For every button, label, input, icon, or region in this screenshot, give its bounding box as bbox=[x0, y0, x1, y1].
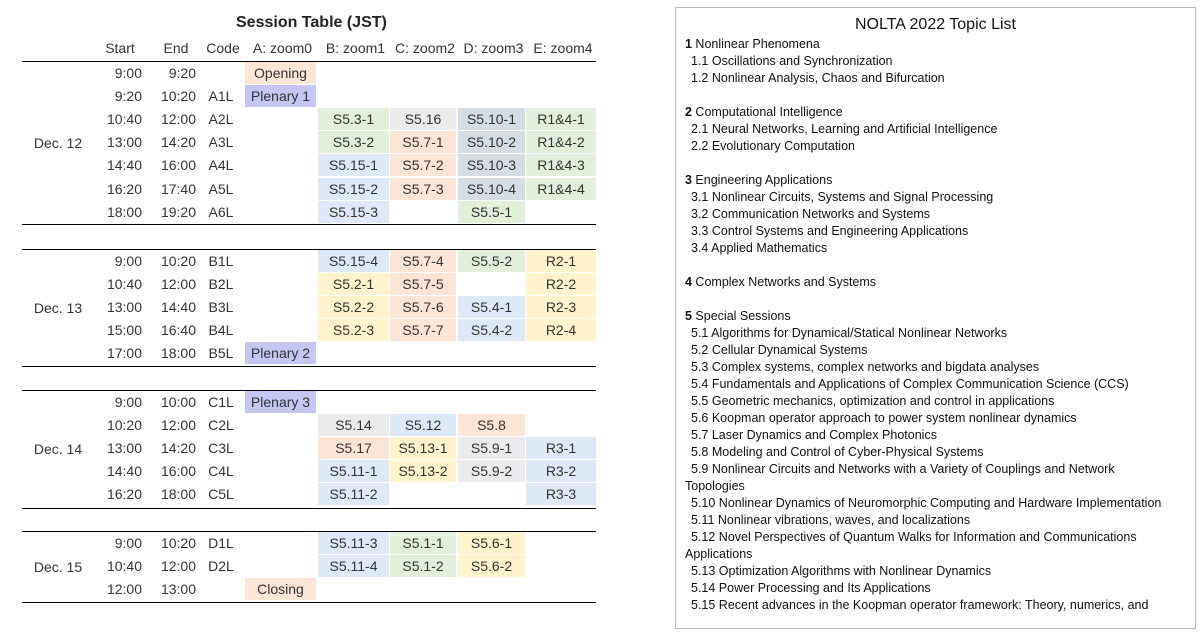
session-cell: R2-2 bbox=[526, 273, 596, 295]
topic-section-number: 2 bbox=[685, 105, 692, 119]
session-cell: S5.6-2 bbox=[458, 555, 525, 577]
session-cell: S5.7-7 bbox=[390, 319, 456, 341]
session-cell: S5.7-1 bbox=[390, 131, 456, 153]
topic-item: 5.6 Koopman operator approach to power system nonlinear dynamics bbox=[691, 411, 1077, 425]
topic-item: 3.2 Communication Networks and Systems bbox=[691, 207, 930, 221]
topic-item: 5.4 Fundamentals and Applications of Complex Communication Science (CCS) bbox=[691, 377, 1129, 391]
session-code: D1L bbox=[208, 535, 234, 551]
session-code: A3L bbox=[208, 134, 234, 151]
start-time: 15:00 bbox=[106, 322, 142, 339]
end-time: 17:40 bbox=[160, 180, 196, 197]
session-cell: S5.3-1 bbox=[318, 108, 389, 130]
topic-section-label: Computational Intelligence bbox=[691, 105, 843, 119]
session-code: A2L bbox=[208, 111, 234, 128]
topic-section-label: Complex Networks and Systems bbox=[691, 275, 877, 289]
start-time: 9:20 bbox=[114, 88, 142, 105]
session-cell: Opening bbox=[245, 62, 316, 84]
session-cell: S5.4-2 bbox=[458, 319, 525, 341]
topic-section bbox=[685, 308, 1190, 325]
start-time: 14:40 bbox=[106, 463, 142, 480]
end-time: 12:00 bbox=[160, 276, 196, 293]
session-code: B5L bbox=[208, 345, 234, 362]
table-rule bbox=[22, 508, 596, 509]
topic-item: 5.2 Cellular Dynamical Systems bbox=[691, 343, 868, 357]
session-code: A4L bbox=[208, 157, 234, 174]
end-time: 12:00 bbox=[160, 558, 196, 575]
end-time: 16:40 bbox=[160, 322, 196, 339]
session-cell: Plenary 2 bbox=[245, 342, 316, 364]
end-time: 10:20 bbox=[160, 535, 196, 551]
session-cell: R1&4-1 bbox=[526, 108, 596, 130]
session-cell: S5.9-1 bbox=[458, 437, 525, 459]
start-time: 10:20 bbox=[106, 417, 142, 434]
session-cell: S5.1-1 bbox=[390, 532, 456, 554]
topic-item: 5.12 Novel Perspectives of Quantum Walks for Information and Communications bbox=[691, 530, 1137, 544]
session-cell: S5.11-4 bbox=[318, 555, 389, 577]
start-time: 10:40 bbox=[106, 558, 142, 575]
session-cell: S5.7-2 bbox=[390, 154, 456, 176]
start-time: 9:00 bbox=[114, 535, 142, 551]
topic-section bbox=[685, 274, 1190, 291]
topic-item: 5.9 Nonlinear Circuits and Networks with a Variety of Couplings and Network bbox=[691, 462, 1115, 476]
session-cell: S5.2-1 bbox=[318, 273, 389, 295]
topic-item: 5.5 Geometric mechanics, optimization and control in applications bbox=[691, 394, 1055, 408]
topic-item: 1.2 Nonlinear Analysis, Chaos and Bifurcation bbox=[691, 71, 945, 85]
session-cell: R3-1 bbox=[526, 437, 596, 459]
column-header: End bbox=[163, 40, 189, 56]
start-time: 14:40 bbox=[106, 157, 142, 174]
session-cell: S5.5-2 bbox=[458, 250, 525, 272]
topic-spacer bbox=[685, 291, 1190, 308]
session-cell: S5.7-3 bbox=[390, 178, 456, 200]
session-cell: R1&4-4 bbox=[526, 178, 596, 200]
table-rule bbox=[22, 602, 596, 603]
topic-item: 5.14 Power Processing and Its Applications bbox=[691, 581, 931, 595]
end-time: 10:20 bbox=[160, 253, 196, 269]
topic-section-label: Engineering Applications bbox=[691, 173, 833, 187]
topic-item: 3.4 Applied Mathematics bbox=[691, 241, 828, 255]
topic-item: 5.7 Laser Dynamics and Complex Photonics bbox=[691, 428, 937, 442]
session-code: A6L bbox=[208, 203, 234, 220]
topic-list-panel bbox=[675, 7, 1196, 629]
session-code: C1L bbox=[208, 394, 234, 410]
session-cell: S5.12 bbox=[390, 414, 456, 436]
end-time: 14:20 bbox=[160, 134, 196, 151]
column-header: B: zoom1 bbox=[325, 40, 386, 56]
table-rule bbox=[22, 224, 596, 225]
start-time: 12:00 bbox=[106, 581, 142, 598]
start-time: 9:00 bbox=[114, 65, 142, 81]
end-time: 10:00 bbox=[160, 394, 196, 410]
column-header: Code bbox=[206, 40, 240, 56]
start-time: 16:20 bbox=[106, 180, 142, 197]
session-cell: S5.11-2 bbox=[318, 483, 389, 505]
session-cell: S5.17 bbox=[318, 437, 389, 459]
session-cell: S5.2-3 bbox=[318, 319, 389, 341]
session-cell: Plenary 1 bbox=[245, 85, 316, 107]
start-time: 16:20 bbox=[106, 486, 142, 503]
end-time: 18:00 bbox=[160, 486, 196, 503]
end-time: 16:00 bbox=[160, 157, 196, 174]
session-cell: S5.16 bbox=[390, 108, 456, 130]
day-label: Dec. 15 bbox=[33, 558, 83, 575]
column-header: A: zoom0 bbox=[252, 40, 313, 56]
topic-item: 5.15 Recent advances in the Koopman operator framework: Theory, numerics, and bbox=[691, 598, 1149, 612]
session-code: C4L bbox=[208, 463, 234, 480]
topic-section-number: 5 bbox=[685, 309, 692, 323]
topic-section-label: Nonlinear Phenomena bbox=[691, 37, 820, 51]
session-code: B3L bbox=[208, 299, 234, 316]
topic-item: 5.10 Nonlinear Dynamics of Neuromorphic Computing and Hardware Implementation bbox=[691, 496, 1162, 510]
session-cell: S5.9-2 bbox=[458, 460, 525, 482]
session-cell: S5.8 bbox=[458, 414, 525, 436]
table-rule bbox=[22, 366, 596, 367]
session-cell: S5.3-2 bbox=[318, 131, 389, 153]
session-cell: S5.1-2 bbox=[390, 555, 456, 577]
session-cell: S5.15-4 bbox=[318, 250, 389, 272]
start-time: 18:00 bbox=[106, 203, 142, 220]
session-cell: S5.13-2 bbox=[390, 460, 456, 482]
column-header: D: zoom3 bbox=[463, 40, 524, 56]
topic-section-number: 4 bbox=[685, 275, 692, 289]
topic-item: 3.1 Nonlinear Circuits, Systems and Signal Processing bbox=[691, 190, 994, 204]
start-time: 9:00 bbox=[114, 394, 142, 410]
topic-item: 5.8 Modeling and Control of Cyber-Physical Systems bbox=[691, 445, 984, 459]
session-cell: R2-3 bbox=[526, 296, 596, 318]
session-cell: S5.4-1 bbox=[458, 296, 525, 318]
topic-item: 1.1 Oscillations and Synchronization bbox=[691, 54, 893, 68]
end-time: 18:00 bbox=[160, 345, 196, 362]
topic-section bbox=[685, 172, 1190, 189]
session-cell: R3-2 bbox=[526, 460, 596, 482]
topic-item: 5.1 Algorithms for Dynamical/Statical Nonlinear Networks bbox=[691, 326, 1008, 340]
session-cell: S5.11-3 bbox=[318, 532, 389, 554]
column-header: E: zoom4 bbox=[533, 40, 593, 56]
session-code: A1L bbox=[208, 88, 234, 105]
start-time: 13:00 bbox=[106, 440, 142, 457]
end-time: 13:00 bbox=[160, 581, 196, 598]
session-code: D2L bbox=[208, 558, 234, 575]
topic-list-title: NOLTA 2022 Topic List bbox=[855, 16, 1016, 33]
topic-item: 5.3 Complex systems, complex networks and bigdata analyses bbox=[691, 360, 1040, 374]
topic-spacer bbox=[685, 257, 1190, 274]
end-time: 12:00 bbox=[160, 417, 196, 434]
session-cell: S5.11-1 bbox=[318, 460, 389, 482]
day-label: Dec. 12 bbox=[33, 134, 83, 151]
column-header: C: zoom2 bbox=[395, 40, 455, 56]
end-time: 14:20 bbox=[160, 440, 196, 457]
day-label: Dec. 13 bbox=[33, 299, 83, 316]
session-cell: R2-1 bbox=[526, 250, 596, 272]
end-time: 14:40 bbox=[160, 299, 196, 316]
start-time: 10:40 bbox=[106, 111, 142, 128]
session-cell: S5.7-6 bbox=[390, 296, 456, 318]
topic-section bbox=[685, 104, 1190, 121]
topic-section-number: 3 bbox=[685, 173, 692, 187]
end-time: 9:20 bbox=[168, 65, 196, 81]
topic-spacer bbox=[685, 87, 1190, 104]
topic-section bbox=[685, 36, 1190, 53]
topic-item: 5.11 Nonlinear vibrations, waves, and localizations bbox=[691, 513, 971, 527]
session-cell: S5.15-1 bbox=[318, 154, 389, 176]
session-cell: S5.6-1 bbox=[458, 532, 525, 554]
session-cell: S5.2-2 bbox=[318, 296, 389, 318]
session-cell: Plenary 3 bbox=[245, 391, 316, 413]
session-code: B2L bbox=[208, 276, 234, 293]
session-code: B4L bbox=[208, 322, 234, 339]
session-cell: S5.7-4 bbox=[390, 250, 456, 272]
session-cell: S5.10-4 bbox=[458, 178, 525, 200]
session-cell: R3-3 bbox=[526, 483, 596, 505]
end-time: 16:00 bbox=[160, 463, 196, 480]
topic-section-number: 1 bbox=[685, 37, 692, 51]
start-time: 13:00 bbox=[106, 134, 142, 151]
session-code: C5L bbox=[208, 486, 234, 503]
topic-spacer bbox=[685, 155, 1190, 172]
topic-item: 5.13 Optimization Algorithms with Nonlinear Dynamics bbox=[691, 564, 992, 578]
session-cell: S5.14 bbox=[318, 414, 389, 436]
session-cell: R1&4-3 bbox=[526, 154, 596, 176]
start-time: 17:00 bbox=[106, 345, 142, 362]
session-table-title: Session Table (JST) bbox=[236, 14, 387, 31]
topic-item: 2.2 Evolutionary Computation bbox=[691, 139, 855, 153]
session-cell: S5.13-1 bbox=[390, 437, 456, 459]
session-cell: S5.10-1 bbox=[458, 108, 525, 130]
topic-item: 2.1 Neural Networks, Learning and Artificial Intelligence bbox=[691, 122, 998, 136]
start-time: 13:00 bbox=[106, 299, 142, 316]
session-cell: Closing bbox=[245, 578, 316, 600]
session-cell: S5.15-3 bbox=[318, 201, 389, 223]
session-cell: R2-4 bbox=[526, 319, 596, 341]
session-cell: S5.10-2 bbox=[458, 131, 525, 153]
session-code: B1L bbox=[208, 253, 234, 269]
end-time: 12:00 bbox=[160, 111, 196, 128]
topic-continuation: Applications bbox=[685, 547, 753, 561]
topic-section-label: Special Sessions bbox=[691, 309, 791, 323]
start-time: 10:40 bbox=[106, 276, 142, 293]
session-cell: S5.5-1 bbox=[458, 201, 525, 223]
topic-list bbox=[685, 36, 1190, 614]
day-label: Dec. 14 bbox=[33, 440, 83, 457]
session-code: C2L bbox=[208, 417, 234, 434]
topic-continuation: Topologies bbox=[685, 479, 745, 493]
end-time: 10:20 bbox=[160, 88, 196, 105]
session-cell: S5.15-2 bbox=[318, 178, 389, 200]
start-time: 9:00 bbox=[114, 253, 142, 269]
session-code: C3L bbox=[208, 440, 234, 457]
session-cell: S5.10-3 bbox=[458, 154, 525, 176]
session-code: A5L bbox=[208, 180, 234, 197]
column-header: Start bbox=[105, 40, 135, 56]
session-cell: R1&4-2 bbox=[526, 131, 596, 153]
end-time: 19:20 bbox=[160, 203, 196, 220]
topic-item: 3.3 Control Systems and Engineering Applications bbox=[691, 224, 969, 238]
session-cell: S5.7-5 bbox=[390, 273, 456, 295]
